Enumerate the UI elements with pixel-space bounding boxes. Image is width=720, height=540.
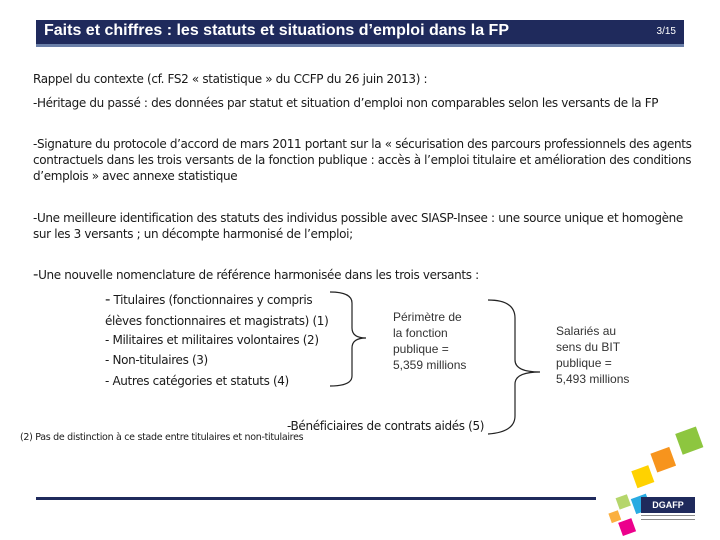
perimetre-line2: la fonction [393, 326, 448, 340]
perimetre-line4: 5,359 millions [393, 358, 467, 372]
decor-tile-orange [650, 447, 676, 473]
decor-tile-green [675, 427, 703, 455]
nomenclature-dash: - [33, 265, 39, 283]
list-item-beneficiaires: -Bénéficiaires de contrats aidés (5) [287, 419, 485, 433]
protocole-paragraph: -Signature du protocole d’accord de mars 2011 portant sur la « sécurisation des parcours professionnels des agents contractuels dans les trois versants de la fonction publique : accès à l’emploi titulaire et amélioration des conditions d’emplois » avec annexe statistique [33, 137, 692, 183]
salaries-line4: 5,493 millions [556, 372, 630, 386]
list-item-autres: - Autres catégories et statuts (4) [105, 374, 289, 388]
salaries-line3: publique = [556, 356, 612, 370]
titulaires-dash: - [105, 290, 111, 308]
perimetre-line1: Périmètre de [393, 310, 462, 324]
page-title: Faits et chiffres : les statuts et situations d’emploi dans la FP [44, 22, 509, 39]
page-number: 3/15 [656, 26, 676, 37]
nomenclature-text: Une nouvelle nomenclature de référence harmonisée dans les trois versants : [38, 268, 479, 282]
titulaires-line1: Titulaires (fonctionnaires y compris [113, 293, 313, 307]
list-item-militaires: - Militaires et militaires volontaires (2) [105, 333, 319, 347]
list-item-titulaires-cont: élèves fonctionnaires et magistrats) (1) [105, 314, 329, 328]
salaries-line1: Salariés au [556, 324, 617, 338]
bottom-rule [36, 497, 596, 500]
brace-salaries [488, 300, 540, 434]
salaries-line2: sens du BIT [556, 340, 621, 354]
logo-caption-lines [641, 515, 695, 520]
decor-tile-yellow [631, 465, 654, 488]
heritage-paragraph: -Héritage du passé : des données par statut et situation d’emploi non comparables selon les versants de la FP [33, 96, 659, 110]
decor-tile-lightgreen [616, 494, 631, 509]
footnote: (2) Pas de distinction à ce stade entre titulaires et non-titulaires [20, 432, 304, 443]
decor-tile-pink [618, 518, 636, 536]
dgafp-logo: DGAFP [641, 497, 695, 513]
perimetre-line3: publique = [393, 342, 449, 356]
decor-tiles [591, 427, 720, 539]
brace-perimetre [330, 292, 366, 386]
identification-paragraph: -Une meilleure identification des statuts des individus possible avec SIASP-Insee : une source unique et homogène sur les 3 versants ; un décompte harmonisé de l’emploi; [33, 211, 683, 241]
context-line: Rappel du contexte (cf. FS2 « statistique » du CCFP du 26 juin 2013) : [33, 72, 428, 86]
list-item-non-titulaires: - Non-titulaires (3) [105, 353, 208, 367]
decor-tile-orange-small [608, 510, 621, 523]
